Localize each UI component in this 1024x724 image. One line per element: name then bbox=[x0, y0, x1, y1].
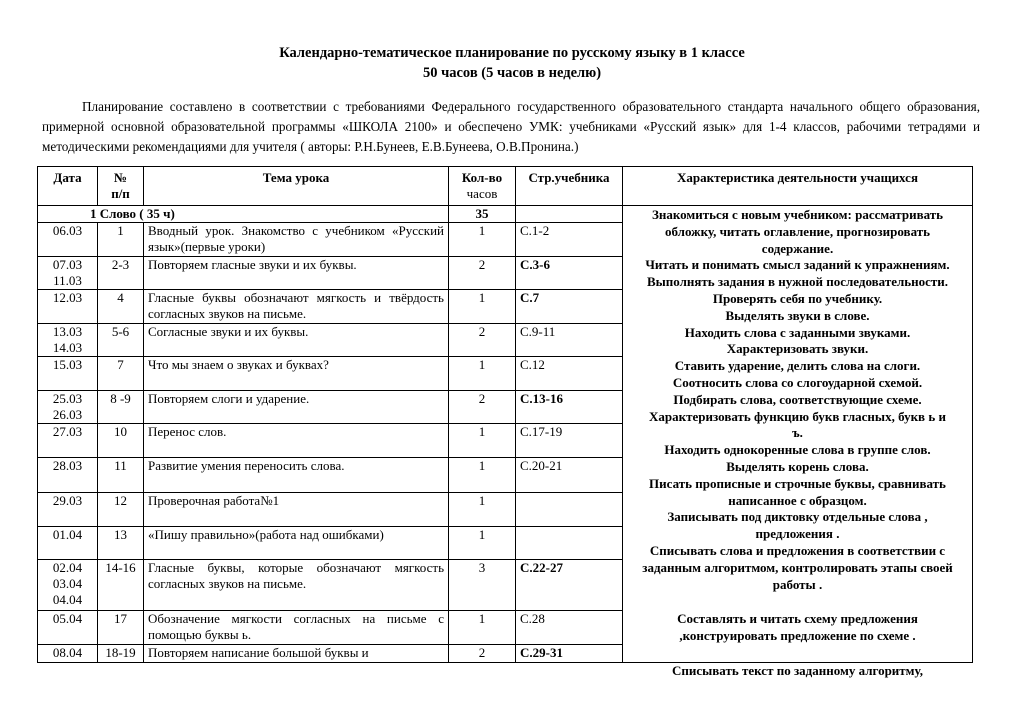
section-page bbox=[516, 206, 623, 223]
lesson-topic: Перенос слов. bbox=[144, 424, 449, 458]
lesson-hours: 2 bbox=[449, 256, 516, 290]
lesson-hours: 1 bbox=[449, 493, 516, 527]
characteristic-lines-group-1 bbox=[627, 207, 968, 593]
lesson-topic: Согласные звуки и их буквы. bbox=[144, 323, 449, 357]
textbook-page bbox=[516, 526, 623, 560]
lesson-date-value: 15.03 bbox=[52, 357, 83, 373]
lesson-date bbox=[38, 290, 98, 324]
characteristic-line: Выделять звуки в слове. bbox=[725, 307, 870, 323]
lesson-date-value: 12.03 bbox=[52, 290, 83, 306]
lesson-topic: Повторяем слоги и ударение. bbox=[144, 390, 449, 424]
planning-table bbox=[37, 166, 973, 678]
lesson-date bbox=[38, 611, 98, 645]
characteristic-line: ,конструировать предложение по схеме . bbox=[679, 628, 916, 644]
section-row bbox=[38, 206, 973, 223]
textbook-page: С.13-16 bbox=[516, 390, 623, 424]
lesson-date-value: 14.03 bbox=[52, 339, 83, 355]
lesson-date-value: 01.04 bbox=[52, 526, 83, 542]
lesson-hours: 1 bbox=[449, 290, 516, 324]
characteristic-gap bbox=[627, 593, 968, 611]
lesson-hours: 1 bbox=[449, 223, 516, 257]
characteristic-line: предложения . bbox=[755, 526, 840, 542]
lesson-hours: 1 bbox=[449, 611, 516, 645]
lesson-number: 10 bbox=[98, 424, 144, 458]
characteristic-gap-2 bbox=[627, 645, 968, 663]
header-characteristic: Характеристика деятельности учащихся bbox=[623, 167, 973, 206]
textbook-page: С.28 bbox=[516, 611, 623, 645]
characteristic-line: Характеризовать функцию букв гласных, букв ь и bbox=[649, 408, 946, 424]
lesson-hours: 1 bbox=[449, 526, 516, 560]
characteristic-line: Соотносить слова со слогоударной схемой. bbox=[672, 374, 923, 390]
lesson-date-value: 06.03 bbox=[52, 223, 83, 239]
lesson-date-value: 05.04 bbox=[52, 611, 83, 627]
lesson-hours: 1 bbox=[449, 424, 516, 458]
characteristic-line: Проверять себя по учебнику. bbox=[712, 290, 883, 306]
characteristic-line: Читать и понимать смысл заданий к упражнениям. bbox=[645, 257, 950, 273]
lesson-date bbox=[38, 644, 98, 662]
characteristic-line: Выделять корень слова. bbox=[726, 458, 869, 474]
textbook-page: С.29-31 bbox=[516, 644, 623, 662]
characteristic-line: Находить однокоренные слова в группе слов. bbox=[664, 442, 931, 458]
characteristic-line: заданным алгоритмом, контролировать этапы своей bbox=[642, 559, 953, 575]
textbook-page: С.9-11 bbox=[516, 323, 623, 357]
characteristic-line: обложку, читать оглавление, прогнозировать bbox=[665, 223, 930, 239]
characteristic-cut-line: Списывать текст по заданному алгоритму, bbox=[672, 662, 923, 678]
lesson-number: 5-6 bbox=[98, 323, 144, 357]
header-number-line2: п/п bbox=[111, 186, 130, 201]
header-hours-line1: Кол-во bbox=[461, 170, 503, 185]
lesson-date bbox=[38, 256, 98, 290]
lesson-topic: Вводный урок. Знакомство с учебником «Русский язык»(первые уроки) bbox=[144, 223, 449, 257]
lesson-number: 1 bbox=[98, 223, 144, 257]
textbook-page: С.12 bbox=[516, 357, 623, 391]
textbook-page: С.7 bbox=[516, 290, 623, 324]
header-hours-line2: часов bbox=[466, 186, 498, 201]
lesson-number: 4 bbox=[98, 290, 144, 324]
lesson-date-value: 07.03 bbox=[52, 256, 83, 272]
textbook-page: С.3-6 bbox=[516, 256, 623, 290]
lesson-topic: Гласные буквы, которые обозначают мягкость согласных звуков на письме. bbox=[144, 560, 449, 611]
lesson-date bbox=[38, 323, 98, 357]
lesson-date-value: 26.03 bbox=[52, 406, 83, 422]
lesson-date-value: 03.04 bbox=[52, 576, 83, 592]
characteristic-line: работы . bbox=[772, 576, 823, 592]
lesson-date-value: 02.04 bbox=[52, 560, 83, 576]
characteristic-line: Выполнять задания в нужной последовательности. bbox=[646, 274, 949, 290]
characteristic-line: Находить слова с заданными звуками. bbox=[684, 324, 911, 340]
characteristic-line: Составлять и читать схему предложения bbox=[677, 611, 918, 627]
lesson-date-value: 08.04 bbox=[52, 644, 83, 660]
textbook-page: С.1-2 bbox=[516, 223, 623, 257]
textbook-page: С.17-19 bbox=[516, 424, 623, 458]
header-date: Дата bbox=[38, 167, 98, 206]
lesson-date-value: 28.03 bbox=[52, 457, 83, 473]
textbook-page: С.20-21 bbox=[516, 457, 623, 493]
lesson-date bbox=[38, 223, 98, 257]
lesson-topic: Гласные буквы обозначают мягкость и твёрдость согласных звуков на письме. bbox=[144, 290, 449, 324]
document-title: Календарно-тематическое планирование по русскому языку в 1 классе bbox=[279, 45, 745, 61]
characteristic-line: содержание. bbox=[761, 240, 834, 256]
lesson-date bbox=[38, 526, 98, 560]
lesson-number: 7 bbox=[98, 357, 144, 391]
intro-paragraph: Планирование составлено в соответствии с требованиями Федерального государственного образовательного стандарта начального общего образования, примерной основной образовательной программы «ШКОЛА 2100» и обеспечено УМК: учебниками «Русский язык» для 1-4 классов, рабочими тетрадями и методическими рекомендациями для учителя ( авторы: Р.Н.Бунеев, Е.В.Бунеева, О.В.Пронина.) bbox=[42, 99, 980, 154]
characteristic-line: написанное с образцом. bbox=[728, 492, 867, 508]
lesson-date-value: 25.03 bbox=[52, 390, 83, 406]
lesson-number: 11 bbox=[98, 457, 144, 493]
textbook-page bbox=[516, 493, 623, 527]
lesson-topic: Повторяем написание большой буквы и bbox=[144, 644, 449, 662]
lesson-date-value: 27.03 bbox=[52, 424, 83, 440]
section-label: 1 Слово ( 35 ч) bbox=[38, 206, 449, 223]
characteristic-line: ъ. bbox=[792, 425, 803, 441]
characteristic-line: Списывать слова и предложения в соответствии с bbox=[649, 542, 946, 558]
lesson-topic: «Пишу правильно»(работа над ошибками) bbox=[144, 526, 449, 560]
lesson-date bbox=[38, 560, 98, 611]
lesson-number: 13 bbox=[98, 526, 144, 560]
lesson-topic: Повторяем гласные звуки и их буквы. bbox=[144, 256, 449, 290]
activity-characteristic-text bbox=[627, 207, 968, 678]
lesson-number: 17 bbox=[98, 611, 144, 645]
header-topic: Тема урока bbox=[144, 167, 449, 206]
header-hours bbox=[449, 167, 516, 206]
header-page: Стр.учебника bbox=[516, 167, 623, 206]
lesson-hours: 2 bbox=[449, 390, 516, 424]
characteristic-line: Характеризовать звуки. bbox=[726, 341, 869, 357]
lesson-date-value: 11.03 bbox=[53, 272, 82, 288]
table-header-row bbox=[38, 167, 973, 206]
activity-characteristic bbox=[623, 206, 973, 678]
lesson-hours: 2 bbox=[449, 323, 516, 357]
lesson-date bbox=[38, 357, 98, 391]
lesson-number: 18-19 bbox=[98, 644, 144, 662]
characteristic-line: Подбирать слова, соответствующие схеме. bbox=[673, 391, 922, 407]
lesson-date-value: 13.03 bbox=[52, 323, 83, 339]
lesson-hours: 2 bbox=[449, 644, 516, 662]
lesson-hours: 1 bbox=[449, 457, 516, 493]
lesson-date bbox=[38, 424, 98, 458]
lesson-date-value: 04.04 bbox=[52, 592, 83, 608]
characteristic-lines-group-2 bbox=[627, 611, 968, 645]
lesson-date bbox=[38, 457, 98, 493]
lesson-number: 12 bbox=[98, 493, 144, 527]
lesson-hours: 1 bbox=[449, 357, 516, 391]
lesson-topic: Проверочная работа№1 bbox=[144, 493, 449, 527]
section-hours: 35 bbox=[449, 206, 516, 223]
lesson-date bbox=[38, 493, 98, 527]
lesson-number: 8 -9 bbox=[98, 390, 144, 424]
lesson-topic: Что мы знаем о звуках и буквах? bbox=[144, 357, 449, 391]
lesson-date-value: 29.03 bbox=[52, 493, 83, 509]
header-number-line1: № bbox=[113, 170, 128, 185]
characteristic-line: Записывать под диктовку отдельные слова , bbox=[667, 509, 928, 525]
lesson-number: 2-3 bbox=[98, 256, 144, 290]
lesson-number: 14-16 bbox=[98, 560, 144, 611]
header-number bbox=[98, 167, 144, 206]
lesson-topic: Развитие умения переносить слова. bbox=[144, 457, 449, 493]
lesson-topic: Обозначение мягкости согласных на письме с помощью буквы ь. bbox=[144, 611, 449, 645]
characteristic-line: Ставить ударение, делить слова на слоги. bbox=[674, 358, 921, 374]
characteristic-line: Знакомиться с новым учебником: рассматривать bbox=[651, 207, 944, 222]
textbook-page: С.22-27 bbox=[516, 560, 623, 611]
lesson-hours: 3 bbox=[449, 560, 516, 611]
lesson-date bbox=[38, 390, 98, 424]
document-subtitle: 50 часов (5 часов в неделю) bbox=[422, 65, 602, 81]
characteristic-line: Писать прописные и строчные буквы, сравнивать bbox=[649, 475, 946, 491]
